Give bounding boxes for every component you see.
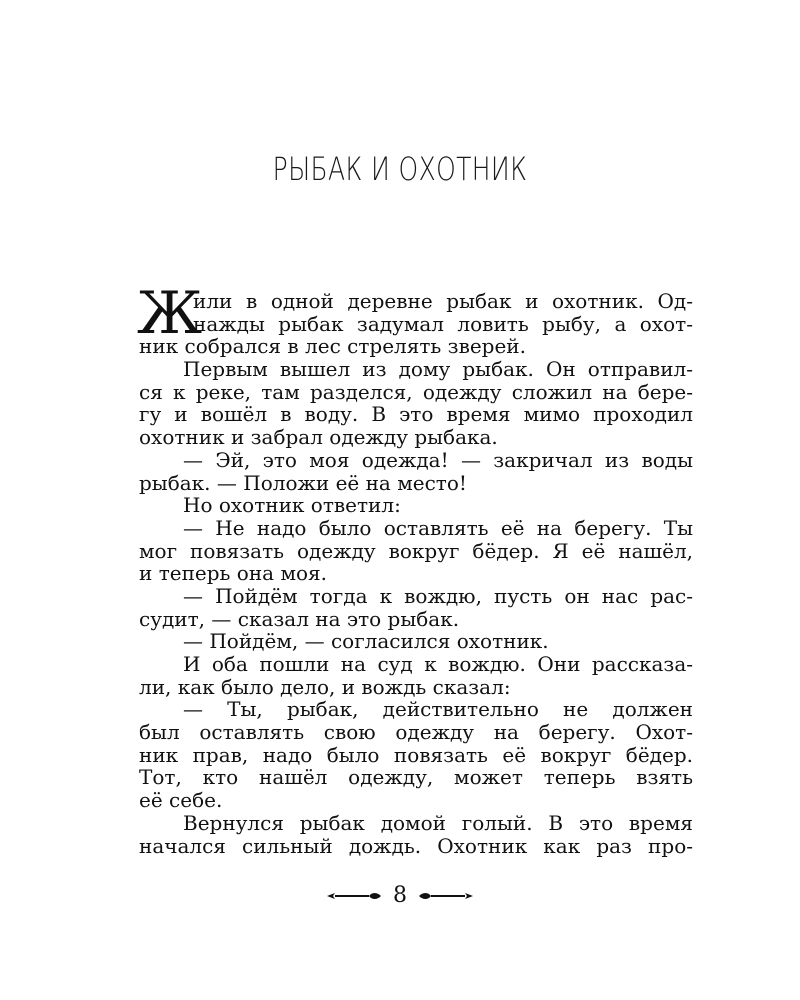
text-line: — Не надо было оставлять её на берегу. Ты (183, 515, 693, 540)
text-line: — Пойдём тогда к вождю, пусть он нас рас- (183, 583, 693, 608)
text-line: гу и вошёл в воду. В это время мимо проходил (139, 402, 693, 427)
text-line: охотник и забрал одежду рыбака. (139, 425, 498, 450)
text-line: Вернулся рыбак домой голый. В это время (183, 810, 693, 835)
story-text (137, 279, 693, 858)
text-line: нажды рыбак задумал ловить рыбу, а охот- (193, 311, 693, 336)
text-line: ли, как было дело, и вождь сказал: (139, 674, 511, 699)
text-line: рыбак. — Положи её на место! (139, 470, 467, 495)
text-line: И оба пошли на суд к вождю. Они рассказа- (183, 652, 693, 676)
text-line: начался сильный дождь. Охотник как раз про- (139, 833, 693, 858)
right-arrow-ornament-icon (419, 891, 473, 901)
text-line: или в одной деревне рыбак и охотник. Од- (193, 289, 693, 313)
text-line: — Ты, рыбак, действительно не должен (183, 697, 693, 722)
text-line: судит, — сказал на это рыбак. (139, 606, 460, 631)
text-line: мог повязать одежду вокруг бёдер. Я её нашёл, (139, 538, 693, 563)
text-line: был оставлять свою одежду на берегу. Охот- (139, 720, 693, 745)
text-line: — Пойдём, — согласился охотник. (183, 629, 549, 654)
page-number: 8 (393, 883, 407, 908)
text-line: и теперь она моя. (139, 561, 328, 586)
text-line: Но охотник ответил: (183, 493, 401, 518)
text-line: Тот, кто нашёл одежду, может теперь взять (139, 765, 693, 790)
page-footer (0, 882, 800, 910)
drop-cap: Ж (137, 279, 203, 347)
text-line: ник прав, надо было повязать её вокруг бёдер. (139, 742, 693, 767)
text-line: — Эй, это моя одежда! — закричал из воды (183, 447, 693, 472)
text-line: ся к реке, там разделся, одежду сложил на бере- (139, 379, 693, 404)
left-arrow-ornament-icon (327, 891, 381, 901)
text-line: ник собрался в лес стрелять зверей. (139, 334, 526, 359)
folio (327, 882, 473, 910)
chapter-title: РЫБАК И ОХОТНИК (272, 150, 528, 188)
text-line: её себе. (139, 788, 223, 813)
text-line: Первым вышел из дому рыбак. Он отправил- (183, 357, 693, 382)
